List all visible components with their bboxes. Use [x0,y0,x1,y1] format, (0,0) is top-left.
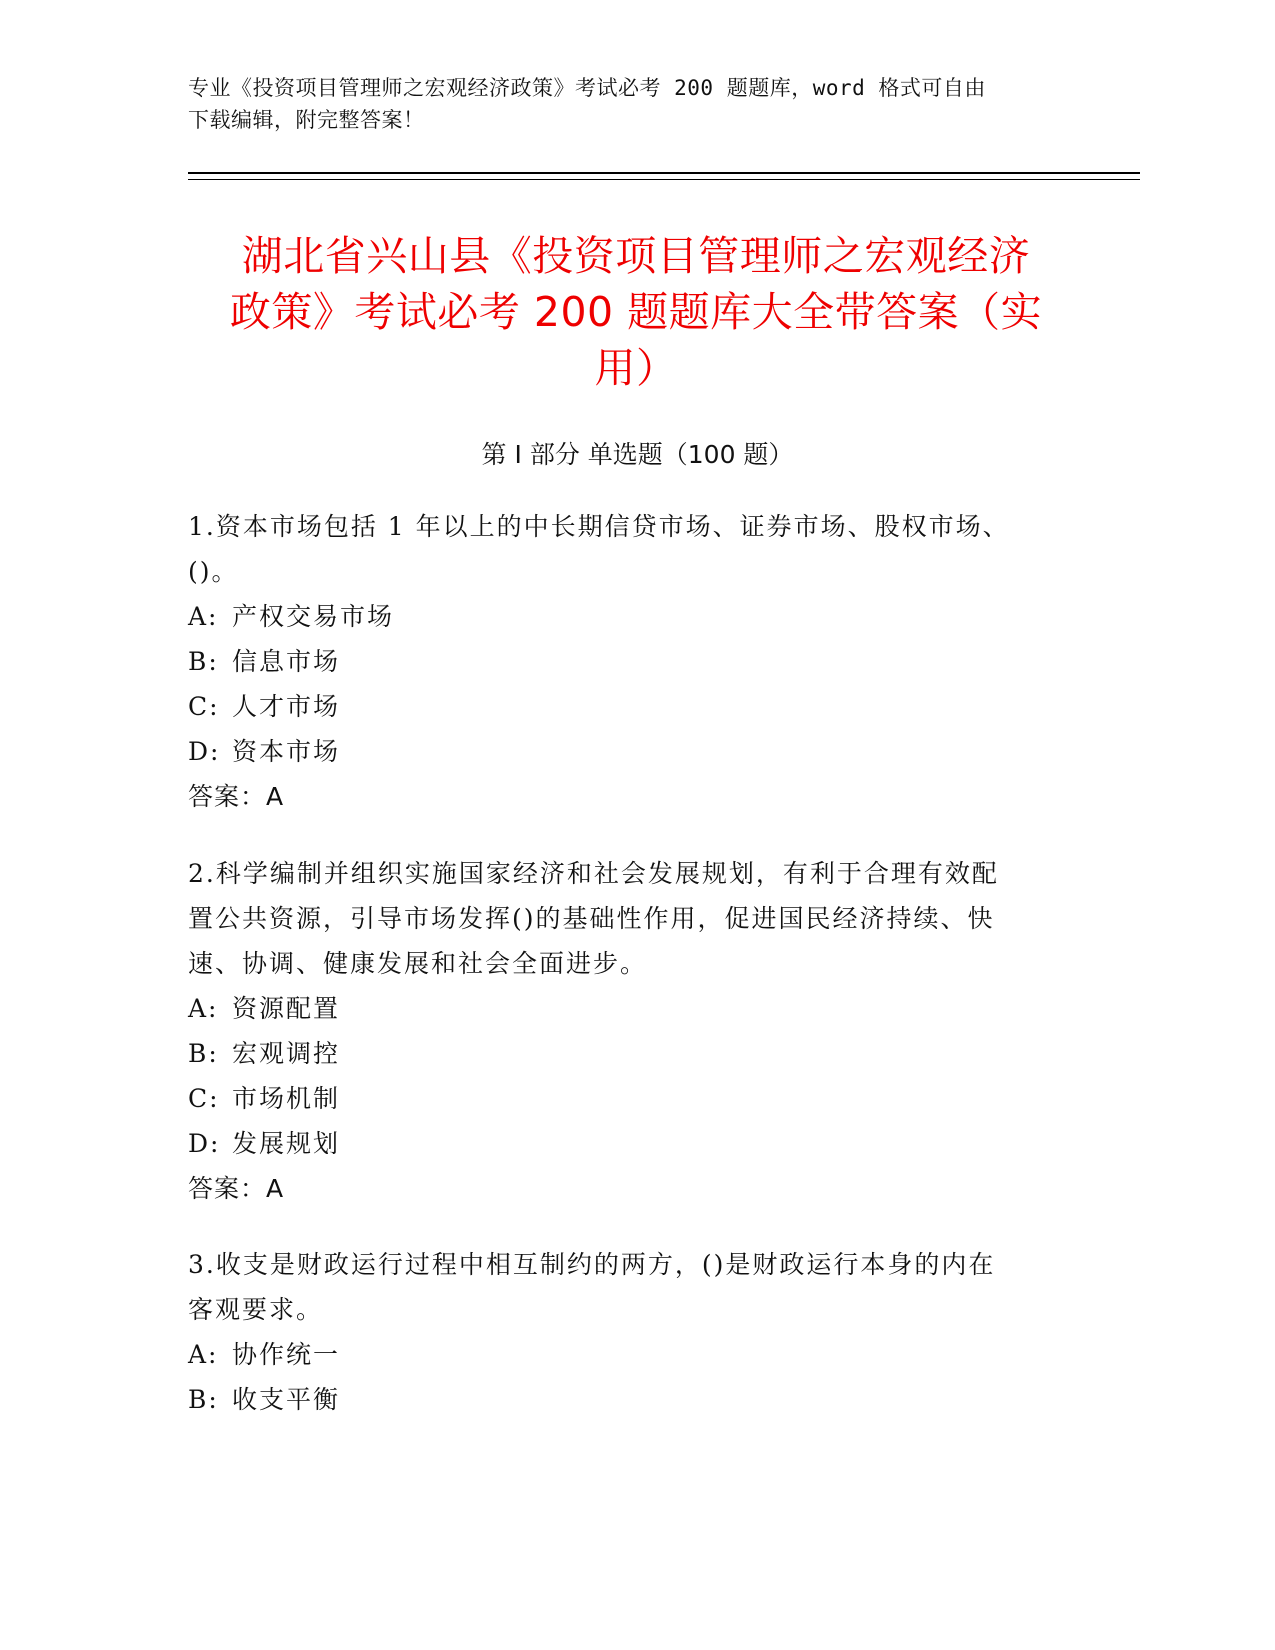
option-a [188,594,1068,639]
question-stem-line: 置公共资源，引导市场发挥()的基础性作用，促进国民经济持续、快 [188,904,995,933]
answer-line: 答案：A [188,1174,285,1203]
option-letter: D: [188,737,221,766]
option-a [188,986,1068,1031]
header-note-line: 专业《投资项目管理师之宏观经济政策》考试必考 200 题题库，word 格式可自由 [188,76,986,100]
option-letter: D: [188,1129,221,1158]
option-c [188,1076,1068,1121]
option-text: 资源配置 [232,994,341,1023]
option-text: 资本市场 [232,737,341,766]
question-stem-line: 2.科学编制并组织实施国家经济和社会发展规划，有利于合理有效配 [188,859,999,888]
option-d [188,1121,1068,1166]
option-letter: B: [188,1385,219,1414]
option-letter: A: [188,994,219,1023]
option-text: 人才市场 [232,692,341,721]
option-d [188,729,1068,774]
section-heading: 第 I 部分 单选题（100 题） [481,440,794,469]
option-letter: C: [188,1084,220,1113]
option-letter: C: [188,692,220,721]
option-b [188,639,1068,684]
option-b [188,1031,1068,1076]
document-title [196,228,1076,396]
option-letter: A: [188,602,219,631]
option-text: 收支平衡 [232,1385,341,1414]
option-text: 宏观调控 [232,1039,341,1068]
option-text: 协作统一 [232,1340,341,1369]
title-line: 政策》考试必考 200 题题库大全带答案（实 [229,288,1043,336]
question-stem-line: 3.收支是财政运行过程中相互制约的两方，()是财政运行本身的内在 [188,1250,996,1279]
header-note [188,72,1068,136]
question-1 [188,504,1068,819]
option-text: 市场机制 [232,1084,341,1113]
question-2 [188,851,1068,1211]
option-b [188,1377,1068,1422]
header-divider-thin [188,179,1140,180]
option-text: 产权交易市场 [232,602,395,631]
title-line: 用） [594,344,678,392]
option-a [188,1332,1068,1377]
question-stem-line: 1.资本市场包括 1 年以上的中长期信贷市场、证券市场、股权市场、 [188,512,1010,541]
header-divider-thick [188,172,1140,174]
question-stem-line: 客观要求。 [188,1295,324,1324]
option-letter: B: [188,647,219,676]
header-note-line: 下载编辑，附完整答案！ [188,108,425,132]
option-text: 信息市场 [232,647,341,676]
question-stem-line: ()。 [188,557,239,586]
question-stem-line: 速、协调、健康发展和社会全面进步。 [188,949,648,978]
option-text: 发展规划 [232,1129,341,1158]
answer-line: 答案：A [188,782,285,811]
option-c [188,684,1068,729]
option-letter: B: [188,1039,219,1068]
question-3 [188,1242,1068,1422]
option-letter: A: [188,1340,219,1369]
title-line: 湖北省兴山县《投资项目管理师之宏观经济 [241,232,1031,280]
